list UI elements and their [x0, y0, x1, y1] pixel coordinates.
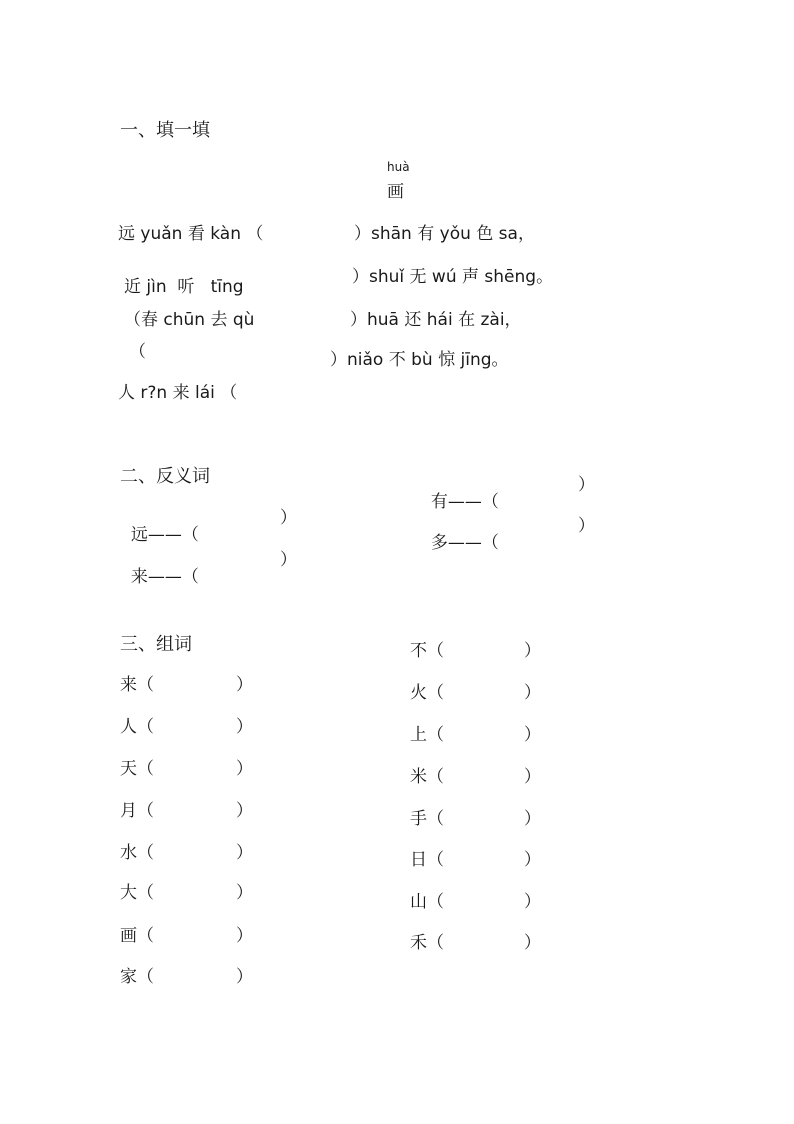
- poem-line-1-start: 远 yuǎn 看 kàn （: [118, 224, 264, 244]
- word-open: （: [427, 809, 444, 829]
- word-item: [410, 727, 444, 744]
- word-char: 手: [410, 809, 427, 829]
- word-char: 不: [410, 641, 427, 661]
- word-close: ）: [524, 641, 541, 661]
- section2-heading: 二、反义词: [120, 466, 210, 487]
- word-close: ）: [236, 883, 253, 903]
- antonym-char: 有: [430, 492, 448, 512]
- word-open: （: [137, 926, 154, 946]
- poem-line-3-start: （春 chūn 去 qù: [124, 310, 255, 330]
- antonym-item: [120, 552, 199, 586]
- antonym-answer-close: ）: [578, 475, 595, 495]
- word-char: 水: [120, 843, 137, 863]
- word-close: ）: [524, 892, 541, 912]
- section1-heading: 一、填一填: [120, 120, 210, 141]
- word-open: （: [427, 683, 444, 703]
- antonym-char: 远: [130, 525, 148, 545]
- word-char: 画: [120, 926, 137, 946]
- word-char: 上: [410, 725, 427, 745]
- word-open: （: [427, 933, 444, 953]
- word-item: [120, 677, 154, 694]
- word-char: 米: [410, 767, 427, 787]
- word-char: 大: [120, 883, 137, 903]
- antonym-item: [420, 477, 499, 511]
- word-close: ）: [524, 933, 541, 953]
- word-close: ）: [236, 717, 253, 737]
- word-open: （: [427, 892, 444, 912]
- poem-line-5-start: 人 r?n 来 lái （: [118, 383, 238, 403]
- word-item: [120, 845, 154, 862]
- word-open: （: [427, 641, 444, 661]
- word-char: 禾: [410, 933, 427, 953]
- word-open: （: [137, 675, 154, 695]
- antonym-dash: ——（: [147, 525, 199, 545]
- word-item: [410, 852, 444, 869]
- word-char: 家: [120, 967, 137, 987]
- antonym-dash: ——（: [147, 567, 199, 587]
- word-item: [120, 969, 154, 986]
- word-item: [120, 761, 154, 778]
- word-close: ）: [524, 809, 541, 829]
- word-item: [120, 719, 154, 736]
- antonym-char: 来: [130, 567, 148, 587]
- word-char: 日: [410, 850, 427, 870]
- word-open: （: [137, 967, 154, 987]
- word-char: 人: [120, 717, 137, 737]
- word-close: ）: [524, 725, 541, 745]
- word-item: [120, 928, 154, 945]
- word-char: 山: [410, 892, 427, 912]
- word-char: 火: [410, 683, 427, 703]
- poem-line-2-start: 近 jìn 听 tīng: [124, 277, 244, 297]
- antonym-item: [420, 518, 499, 552]
- antonym-answer-close: ）: [280, 508, 297, 528]
- word-close: ）: [236, 926, 253, 946]
- antonym-item: [120, 510, 199, 544]
- section3-heading: 三、组词: [120, 634, 192, 655]
- word-close: ）: [524, 683, 541, 703]
- antonym-answer-close: ）: [578, 516, 595, 536]
- word-open: （: [137, 843, 154, 863]
- word-close: ）: [236, 675, 253, 695]
- word-item: [410, 685, 444, 702]
- word-item: [120, 885, 154, 902]
- word-item: [410, 935, 444, 952]
- poem-line-4-end: ）niǎo 不 bù 惊 jīng。: [330, 350, 509, 370]
- word-char: 天: [120, 759, 137, 779]
- poem-line-4-start: （: [129, 342, 146, 362]
- antonym-dash: ——（: [447, 492, 499, 512]
- poem-line-2-end: ）shuǐ 无 wú 声 shēng。: [352, 267, 554, 287]
- word-open: （: [137, 759, 154, 779]
- word-open: （: [137, 717, 154, 737]
- word-close: ）: [524, 850, 541, 870]
- word-open: （: [137, 801, 154, 821]
- poem-title-pinyin: huà: [387, 160, 410, 174]
- word-open: （: [427, 725, 444, 745]
- antonym-char: 多: [430, 533, 448, 553]
- word-close: ）: [236, 967, 253, 987]
- poem-line-1-end: ）shān 有 yǒu 色 sa，: [354, 224, 535, 244]
- word-close: ）: [236, 759, 253, 779]
- word-item: [410, 811, 444, 828]
- word-open: （: [427, 767, 444, 787]
- word-open: （: [427, 850, 444, 870]
- poem-title: 画: [387, 182, 404, 202]
- antonym-answer-close: ）: [280, 550, 297, 570]
- poem-line-3-end: ）huā 还 hái 在 zài，: [350, 310, 522, 330]
- word-open: （: [137, 883, 154, 903]
- word-item: [120, 803, 154, 820]
- word-item: [410, 643, 444, 660]
- word-close: ）: [524, 767, 541, 787]
- word-char: 来: [120, 675, 137, 695]
- word-close: ）: [236, 843, 253, 863]
- antonym-dash: ——（: [447, 533, 499, 553]
- word-item: [410, 769, 444, 786]
- word-item: [410, 894, 444, 911]
- word-close: ）: [236, 801, 253, 821]
- word-char: 月: [120, 801, 137, 821]
